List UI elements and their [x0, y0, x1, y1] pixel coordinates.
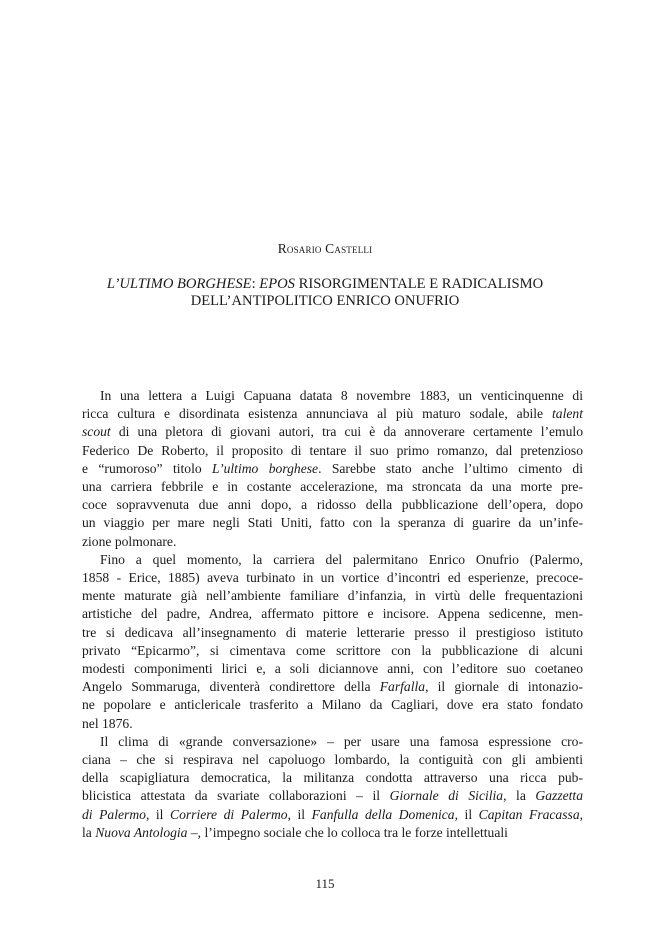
- text-run: , il giornale di intonazio-: [425, 679, 583, 695]
- text-line: [82, 551, 583, 569]
- title-line-2: DELL’ANTIPOLITICO ENRICO ONUFRIO: [190, 293, 460, 309]
- text-run: , il: [145, 806, 170, 822]
- text-line: [82, 733, 583, 751]
- text-run: In una lettera a Luigi Capuana datata 8 novembre 1883, un venticinquenne di: [100, 388, 583, 403]
- text-run: coce sopravvenuta due anni dopo, a ridosso della pubblicazione dell’opera, dopo: [82, 497, 583, 513]
- text-line: [82, 624, 583, 642]
- text-run: modesti componimenti lirici e, a soli diciannove anni, con l’editore suo coetaneo: [82, 661, 583, 677]
- text-run: Federico De Roberto, il proposito di tentare il suo primo romanzo, dal pretenzioso: [82, 442, 583, 458]
- text-line: [82, 460, 583, 478]
- text-line: [82, 569, 583, 587]
- text-run: artistiche del padre, Andrea, affermato pittore e incisore. Appena sedicenne, men-: [82, 606, 583, 622]
- italic-text: Nuova Antologia: [95, 824, 188, 840]
- text-line: [82, 787, 583, 805]
- title-line-1: [80, 276, 570, 293]
- text-run: e “rumoroso” titolo: [82, 460, 213, 476]
- text-run: blicistica attestata da svariate collaborazioni – il: [82, 788, 390, 804]
- italic-text: scout: [82, 424, 111, 440]
- text-line: [82, 478, 583, 496]
- text-run: ,: [579, 806, 584, 822]
- text-line: [82, 660, 583, 678]
- title-rest: RISORGIMENTALE E RADICALISMO: [294, 276, 544, 292]
- paragraph: [82, 387, 583, 551]
- text-run: Angelo Sommaruga, diventerà condirettore della: [82, 679, 380, 695]
- italic-text: Corriere di Palermo: [170, 806, 288, 822]
- text-run: mente maturate già nell’ambiente familiare d’infanzia, in virtù delle frequentazioni: [82, 588, 583, 604]
- text-line: [82, 533, 583, 551]
- text-line: [82, 496, 583, 514]
- text-line: [82, 678, 583, 696]
- text-line: [82, 824, 583, 842]
- article-title: [80, 276, 570, 310]
- text-run: zione polmonare.: [82, 533, 177, 549]
- text-line: [82, 587, 583, 605]
- italic-text: L’ultimo borghese: [212, 460, 319, 476]
- text-run: della scapigliatura democratica, la militanza condotta attraverso una ricca pub-: [82, 770, 583, 786]
- paragraph: [82, 551, 583, 733]
- italic-text: talent: [552, 406, 583, 422]
- text-line: [82, 442, 583, 460]
- text-run: , il: [454, 806, 479, 822]
- text-line: [82, 769, 583, 787]
- text-line: [82, 605, 583, 623]
- text-run: ne popolare e anticlericale trasferito a Milano da Cagliari, dove era stato fondato: [82, 697, 583, 713]
- italic-text: Gazzetta: [535, 788, 583, 804]
- text-run: , la: [503, 788, 536, 804]
- italic-text: Farfalla: [379, 679, 426, 695]
- text-run: Fino a quel momento, la carriera del palermitano Enrico Onufrio (Palermo,: [100, 551, 583, 567]
- paragraph: [82, 733, 583, 842]
- text-run: Il clima di «grande conversazione» – per usare una famosa espressione cro-: [100, 733, 583, 749]
- text-run: di una pletora di giovani autori, tra cui è da annoverare certamente l’emulo: [110, 424, 583, 440]
- text-run: ricca cultura e disordinata esistenza annunciava al più maturo sodale, abile: [82, 406, 553, 422]
- text-run: una carriera febbrile e in costante accelerazione, ma stroncata da una morte pre-: [82, 479, 583, 495]
- title-italic-book: L’ULTIMO BORGHESE: [106, 276, 252, 292]
- text-run: –, l’impegno sociale che lo colloca tra le forze intellettuali: [187, 824, 508, 840]
- text-run: ciana – che si respirava nel capoluogo lombardo, la contiguità con gli ambienti: [82, 752, 583, 768]
- italic-text: Capitan Fracassa: [478, 806, 580, 822]
- text-run: tre si dedicava all’insegnamento di materie letterarie presso il prestigioso istituto: [82, 624, 583, 640]
- italic-text: Fanfulla della Domenica: [311, 806, 455, 822]
- text-line: [82, 696, 583, 714]
- text-run: privato “Epicarmo”, si cimentava come scrittore con la pubblicazione di alcuni: [82, 642, 583, 658]
- text-run: 1858 - Erice, 1885) aveva turbinato in un vortice d’incontri ed esperienze, precoce-: [82, 570, 583, 586]
- text-line: [82, 405, 583, 423]
- text-run: , il: [287, 806, 312, 822]
- text-line: [82, 806, 583, 824]
- author-name: Rosario Castelli: [277, 241, 373, 256]
- text-line: [82, 387, 583, 405]
- text-line: [82, 423, 583, 441]
- italic-text: di Palermo: [82, 806, 146, 822]
- article-body: [82, 387, 583, 842]
- title-separator: :: [251, 276, 260, 292]
- text-line: [82, 751, 583, 769]
- text-run: . Sarebbe stato anche l’ultimo cimento di: [318, 460, 583, 476]
- text-run: nel 1876.: [82, 715, 133, 731]
- page-number: 115: [315, 876, 335, 891]
- text-line: [82, 715, 583, 733]
- text-run: un viaggio per mare negli Stati Uniti, fatto con la speranza di guarire da un’infe-: [82, 515, 583, 531]
- text-line: [82, 642, 583, 660]
- text-line: [82, 514, 583, 532]
- title-italic-epos: EPOS: [259, 276, 295, 292]
- italic-text: Giornale di Sicilia: [389, 788, 504, 804]
- text-run: la: [82, 824, 96, 840]
